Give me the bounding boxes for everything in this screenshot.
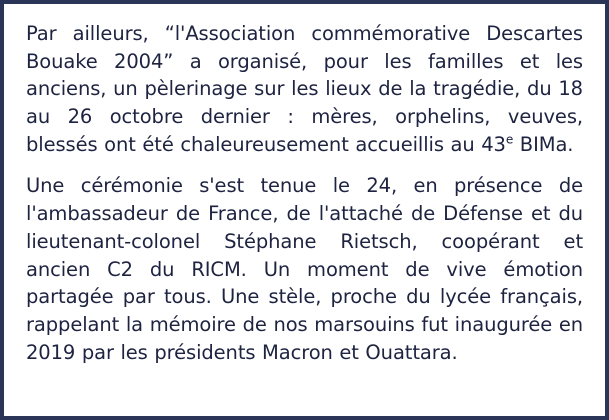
paragraph-2-text-main: Une cérémonie s'est tenue le 24, en présence de l'ambassadeur de France, de l'attaché de Défense et du lieutenant-colonel Stéphane Rietsch, coopérant et ancien C2 du RICM. Un moment de vive émotion partagée par tous. Une stèle, proche du lycée français, rappelant la mémoire de nos marsouins fut inaugurée en 2019 par les présidents Macron et Ouattara. bbox=[26, 174, 583, 364]
paragraph-1 bbox=[26, 20, 583, 158]
paragraph-1-superscript: e bbox=[505, 132, 514, 147]
paragraph-1-text-tail: BIMa. bbox=[513, 132, 574, 156]
paragraph-2 bbox=[26, 172, 583, 366]
paragraph-1-text-main: Par ailleurs, “l'Association commémorative Descartes Bouake 2004” a organisé, pour les familles et les anciens, un pèlerinage sur les lieux de la tragédie, du 18 au 26 octobre dernier : mères, orphelins, veuves, blessés ont été chaleureusement accueillis au 43 bbox=[26, 22, 583, 156]
